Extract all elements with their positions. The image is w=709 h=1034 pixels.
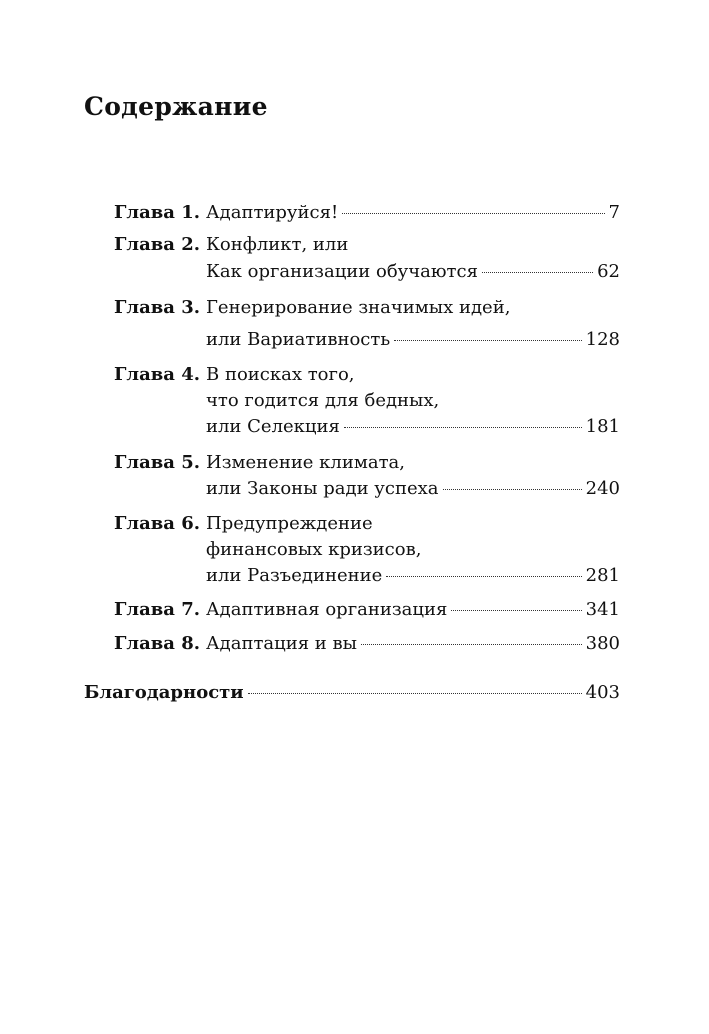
chapter-8-title: Адаптация и вы	[206, 633, 357, 654]
chapter-7-label: Глава 7.	[114, 599, 201, 620]
chapter-2-page: 62	[597, 261, 620, 282]
chapter-2-label: Глава 2.	[114, 234, 201, 255]
dot-leader	[482, 272, 593, 273]
chapter-2-entry[interactable]	[206, 259, 620, 285]
chapter-3-title-line-1: Генерирование значимых идей,	[206, 297, 511, 318]
chapter-6-page: 281	[585, 565, 620, 586]
acknowledgements-page: 403	[585, 682, 620, 703]
acknowledgements-label: Благодарности	[84, 682, 244, 703]
chapter-1-title: Адаптируйся!	[206, 202, 339, 223]
chapter-2-title-line-2: Как организации обучаются	[206, 261, 478, 282]
chapter-3-label: Глава 3.	[114, 297, 201, 318]
chapter-8-page: 380	[585, 633, 620, 654]
chapter-4-entry[interactable]	[206, 414, 620, 440]
chapter-5-entry[interactable]	[206, 476, 620, 502]
chapter-1-page: 7	[608, 202, 620, 223]
chapter-3-page: 128	[585, 329, 620, 350]
chapter-8-label: Глава 8.	[114, 633, 201, 654]
chapter-8-entry[interactable]	[206, 631, 620, 657]
chapter-7-page: 341	[585, 599, 620, 620]
chapter-4-title-line-1: В поисках того,	[206, 364, 355, 385]
chapter-7-entry[interactable]	[206, 597, 620, 623]
chapter-5-label: Глава 5.	[114, 452, 201, 473]
chapter-1-label: Глава 1.	[114, 202, 201, 223]
dot-leader	[344, 427, 582, 428]
acknowledgements-entry[interactable]	[84, 682, 620, 708]
dot-leader	[443, 489, 582, 490]
chapter-6-label: Глава 6.	[114, 513, 201, 534]
chapter-4-page: 181	[585, 416, 620, 437]
dot-leader	[394, 340, 582, 341]
chapter-4-title-line-3: или Селекция	[206, 416, 340, 437]
chapter-2-title-line-1: Конфликт, или	[206, 234, 349, 255]
dot-leader	[361, 644, 582, 645]
chapter-6-title-line-2: финансовых кризисов,	[206, 539, 422, 560]
dot-leader	[248, 693, 582, 694]
chapter-6-entry[interactable]	[206, 563, 620, 589]
chapter-3-title-line-2: или Вариативность	[206, 329, 391, 350]
chapter-6-title-line-1: Предупреждение	[206, 513, 373, 534]
chapter-1-entry[interactable]	[206, 200, 620, 226]
chapter-5-title-line-2: или Законы ради успеха	[206, 478, 439, 499]
chapter-5-title-line-1: Изменение климата,	[206, 452, 406, 473]
dot-leader	[342, 213, 604, 214]
chapter-5-page: 240	[585, 478, 620, 499]
dot-leader	[386, 576, 581, 577]
chapter-3-entry[interactable]	[206, 327, 620, 353]
chapter-4-title-line-2: что годится для бедных,	[206, 390, 440, 411]
chapter-4-label: Глава 4.	[114, 364, 201, 385]
page-title: Содержание	[84, 92, 268, 121]
chapter-6-title-line-3: или Разъединение	[206, 565, 383, 586]
dot-leader	[451, 610, 581, 611]
chapter-7-title: Адаптивная организация	[206, 599, 448, 620]
